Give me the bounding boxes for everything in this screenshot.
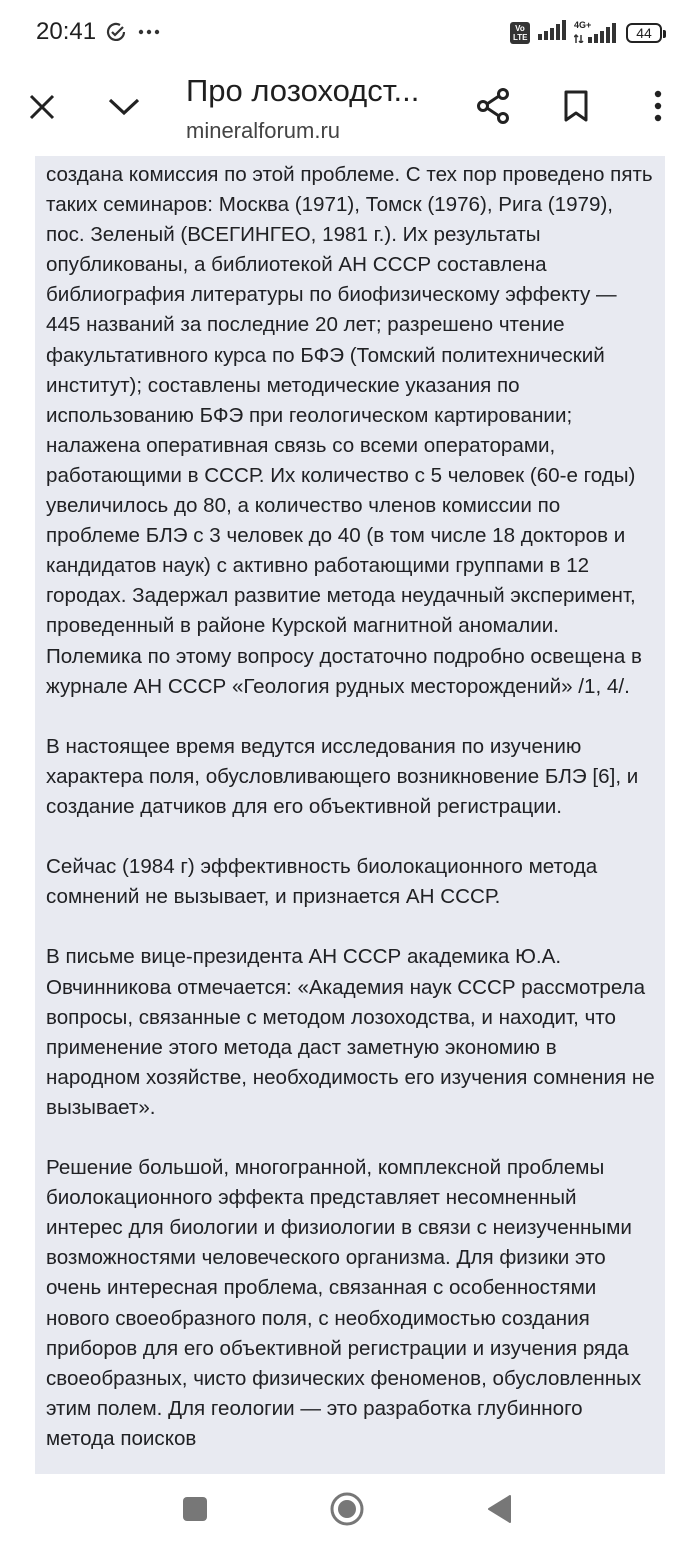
- signal-icon: [538, 20, 566, 45]
- bookmark-button[interactable]: [552, 84, 600, 132]
- article-paragraph: Сейчас (1984 г) эффективность биолокационного метода сомнений не вызывает, и признается АН СССР.: [46, 855, 598, 909]
- status-bar: [0, 0, 700, 66]
- more-vertical-icon: [653, 90, 663, 127]
- article-paragraph: В письме вице-президента АН СССР академика Ю.А. Овчинникова отмечается: «Академия наук СССР рассмотрела вопросы, связанные с методом лозоходства, и находит, что применение этого метода даст заметную экономию в народном хозяйстве, необходимость его изучения сомнения не вызывает».: [46, 945, 655, 1119]
- article-paragraph: Решение большой, многогранной, комплексной проблемы биолокационного эффекта представляет несомненный интерес для биологии и физиологии в связи с неизученными возможностями человеческого организма. Для физики это очень интересная проблема, связанная с особенностями нового своеобразного поля, с необходимостью создания приборов для его объективной регистрации и изучения ряда своеобразных, чисто физических феноменов, обусловленных этим полем. Для геологии — это разработка глубинного метода поисков: [46, 1156, 642, 1450]
- home-button[interactable]: [324, 1488, 370, 1534]
- back-icon: [486, 1494, 512, 1529]
- share-button[interactable]: [469, 84, 517, 132]
- article-body: [35, 156, 665, 1454]
- home-icon: [329, 1491, 365, 1532]
- article-content[interactable]: [35, 156, 665, 1474]
- volte-icon: Vo LTE: [510, 22, 530, 44]
- back-button[interactable]: [476, 1488, 522, 1534]
- recent-apps-icon: [182, 1496, 208, 1527]
- chevron-down-icon: [107, 96, 141, 123]
- page-domain: mineralforum.ru: [186, 118, 341, 143]
- check-circle-icon: [104, 20, 128, 49]
- recent-apps-button[interactable]: [172, 1488, 218, 1534]
- battery-icon: [626, 23, 662, 43]
- page-title: Про лозоходст...: [186, 73, 420, 108]
- status-time: 20:41: [36, 18, 97, 45]
- share-icon: [476, 88, 510, 129]
- battery-level: 44: [636, 24, 652, 41]
- article-paragraph: В настоящее время ведутся исследования по изучению характера поля, обусловливающего возникновение БЛЭ [6], и создание датчиков для его объективной регистрации.: [46, 734, 639, 818]
- custom-tab-toolbar: [0, 66, 700, 156]
- signal-4g-icon: [574, 19, 618, 43]
- network-type-label: 4G+: [574, 19, 592, 30]
- article-paragraph: создана комиссия по этой проблеме. С тех пор проведено пять таких семинаров: Москва (1971), Томск (1976), Рига (1979), пос. Зеленый (ВСЕГИНГЕО, 1981 г.). Их результаты опубликованы, а библиотекой АН СССР составлена библиография литературы по биофизическому эффекту — 445 названий за последние 20 лет; разрешено чтение факультативного курса по БФЭ (Томский политехнический институт); составлены методические указания по использованию БФЭ при геологическом картировании; налажена оперативная связь со всеми операторами, работающими в СССР. Их количество с 5 человек (60-е годы) увеличилось до 80, а количество членов комиссии по проблеме БЛЭ с 3 человек до 40 (в том числе 18 докторов и кандидатов наук) с активно работающими группами в 12 городах. Задержал развитие метода неудачный эксперимент, проведенный в районе Курской магнитной аномалии. Полемика по этому вопросу достаточно подробно освещена в журнале АН СССР «Геология рудных месторождений» /1, 4/.: [46, 163, 653, 698]
- minimize-button[interactable]: [100, 85, 148, 133]
- close-button[interactable]: [18, 85, 66, 133]
- status-system-icons: [510, 20, 662, 45]
- status-notification-icons: [104, 20, 160, 49]
- bookmark-icon: [563, 90, 589, 127]
- more-options-button[interactable]: [634, 84, 682, 132]
- close-icon: [28, 93, 56, 126]
- system-navigation-bar: [0, 1474, 700, 1556]
- more-horizontal-icon: [138, 20, 160, 49]
